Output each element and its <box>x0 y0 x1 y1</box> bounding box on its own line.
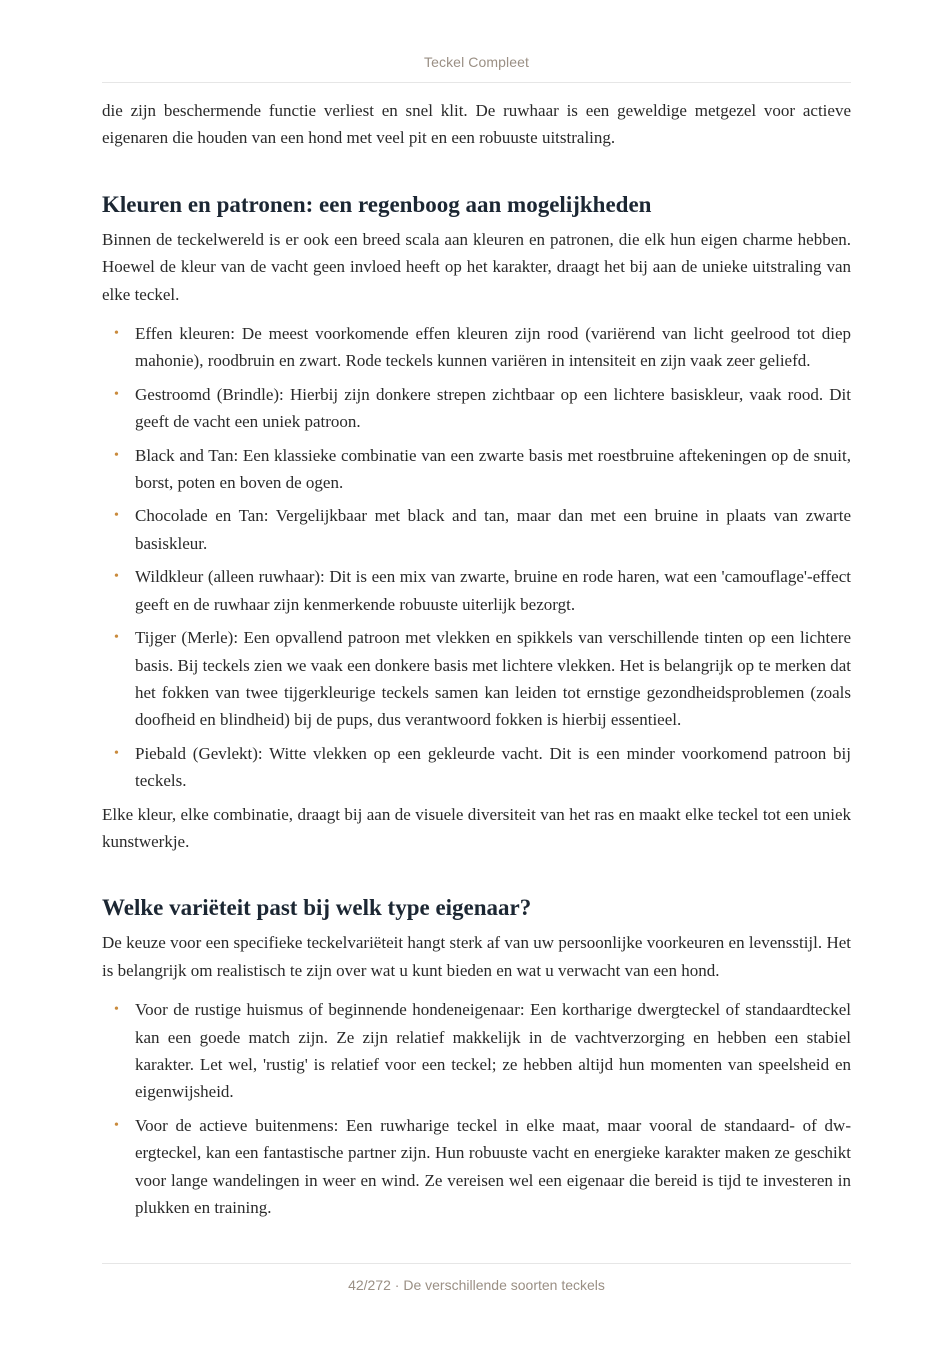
running-footer: 42/272 · De verschillende soorten teckels <box>348 1277 605 1293</box>
page-content <box>102 97 851 1227</box>
list-item <box>102 563 851 618</box>
bullet-icon: • <box>114 630 119 646</box>
document-page <box>102 0 851 1347</box>
bullet-icon: • <box>114 447 119 463</box>
list-item-text: Voor de rustige huismus of beginnende hondeneigenaar: Een kortharige dwergteckel of standaardteckel kan een goede match zijn. Ze zijn relatief makkelijk in de vachtverzorging en hebben een stabiel karakter. Let wel, 'rustig' is relatief voor een teckel; ze hebben altijd hun momenten van speelsheid en eigenwijsheid. <box>135 1000 851 1102</box>
list-item <box>102 1112 851 1222</box>
list-item-text: Chocolade en Tan: Vergelijkbaar met black and tan, maar dan met een bruine in plaats van zwarte basiskleur. <box>135 506 851 553</box>
list-item-text: Tijger (Merle): Een opvallend patroon met vlekken en spikkels van verschillende tinten op een lichtere basis. Bij teckels zien we vaak een donkere basis met lichtere vlekken. Het is belangrijk op te merken dat het fokken van twee tijgerkleurige teckels samen kan leiden tot ernstige gezondheidsproblemen (zoals doofheid en blindheid) bij de pups, dus verantwoord fokken is hierbij essentieel. <box>135 628 851 730</box>
section-intro-colors: Binnen de teckelwereld is er ook een breed scala aan kleuren en patronen, die elk hun eigen charme hebben. Hoewel de kleur van de vacht geen invloed heeft op het karakter, draagt het bij aan de unieke uitstraling van elke teckel. <box>102 229 851 304</box>
list-item-text: Black and Tan: Een klassieke combinatie van een zwarte basis met roestbruine aftekeningen op de snuit, borst, poten en boven de ogen. <box>135 445 851 493</box>
owner-list <box>102 996 851 1221</box>
list-item-text: Wildkleur (alleen ruwhaar): Dit is een mix van zwarte, bruine en rode haren, wat een 'camouflage'-effect geeft en de ruwhaar zijn kenmerkende robuuste uiterlijk bezorgt. <box>135 567 851 614</box>
bullet-icon: • <box>114 508 119 524</box>
bullet-icon: • <box>114 569 119 585</box>
section-intro-owner: De keuze voor een specifieke teckelvariëteit hangt sterk af van uw persoonlijke voorkeuren en levensstijl. Het is belangrijk om realistisch te zijn over wat u kunt bieden en wat u verwacht van een hond. <box>102 933 851 980</box>
bullet-icon: • <box>114 386 119 402</box>
list-item-text: Voor de actieve buitenmens: Een ruwharige teckel in elke maat, maar vooral de standaard- of dwergteckel, kan een fantastische partner zijn. Hun robuuste vacht en energieke karakter maken ze geschikt voor lange wandelingen in weer en wind. Ze vereisen wel een eigenaar die bereid is tijd te investeren in plukken en training. <box>135 1115 851 1217</box>
footer-divider <box>102 1263 851 1264</box>
list-item <box>102 381 851 436</box>
section-heading-owner: Welke variëteit past bij welk type eigenaar? <box>102 895 532 921</box>
bullet-icon: • <box>114 1002 119 1018</box>
header-divider <box>102 82 851 83</box>
list-item <box>102 624 851 734</box>
list-item <box>102 320 851 375</box>
list-item-text: Effen kleuren: De meest voorkomende effen kleuren zijn rood (variërend van licht geelrood tot diep mahonie), roodbruin en zwart. Rode teckels kunnen variëren in intensiteit en zijn vaak zeer geliefd. <box>135 324 851 371</box>
list-item <box>102 502 851 557</box>
list-item-text: Gestroomd (Brindle): Hierbij zijn donkere strepen zichtbaar op een lichtere basiskleur, vaak rood. Dit geeft de vacht een uniek patroon. <box>135 384 851 432</box>
running-header: Teckel Compleet <box>424 54 529 70</box>
list-item <box>102 442 851 497</box>
list-item <box>102 996 851 1106</box>
bullet-icon: • <box>114 1117 119 1133</box>
color-list <box>102 320 851 795</box>
list-item-text: Piebald (Gevlekt): Witte vlekken op een gekleurde vacht. Dit is een minder voorkomend patroon bij teckels. <box>135 743 851 791</box>
section-closing-colors: Elke kleur, elke combinatie, draagt bij aan de visuele diversiteit van het ras en maakt elke teckel tot een uniek kunstwerkje. <box>102 804 851 851</box>
list-item <box>102 740 851 795</box>
intro-paragraph: die zijn beschermende functie verliest en snel klit. De ruwhaar is een geweldige metgezel voor actieve eigenaren die houden van een hond met veel pit en een robuuste uitstraling. <box>102 101 851 148</box>
section-heading-colors: Kleuren en patronen: een regenboog aan mogelijkheden <box>102 191 652 217</box>
bullet-icon: • <box>114 745 119 761</box>
bullet-icon: • <box>114 326 119 342</box>
